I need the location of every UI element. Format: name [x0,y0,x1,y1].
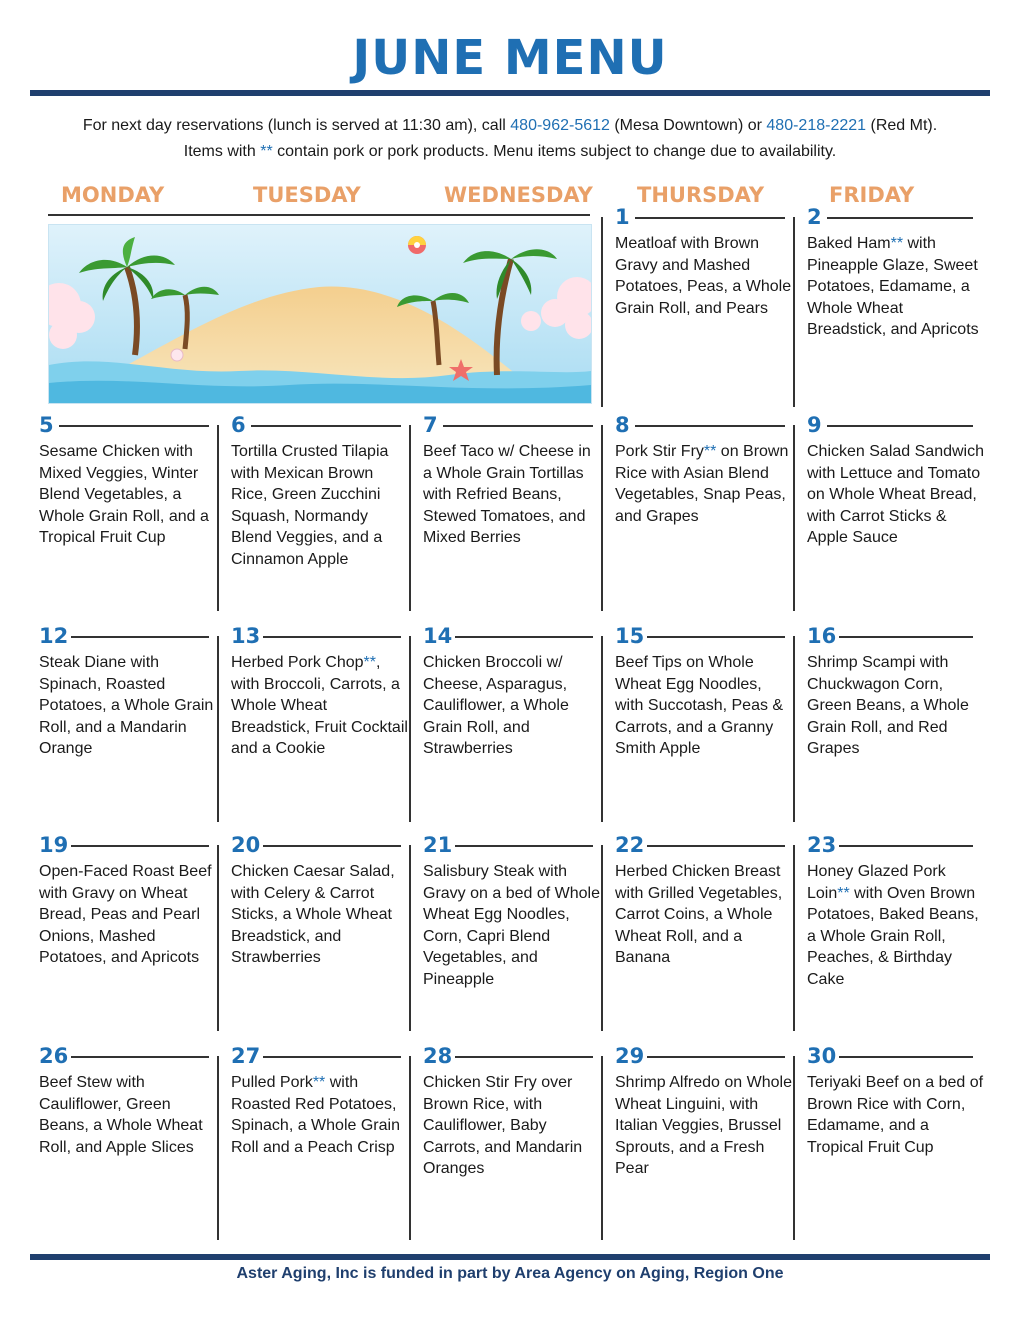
date-number: 13 [231,624,261,648]
date-number: 6 [231,413,246,437]
funding-footer: Aster Aging, Inc is funded in part by Area Agency on Aging, Region One [236,1265,784,1282]
cell-left-line [409,845,411,1031]
menu-item: Steak Diane with Spinach, Roasted Potatoes, a Whole Grain Roll, and a Mandarin Orange [39,654,214,758]
cell-top-line [635,217,785,219]
cell-top-line [455,845,593,847]
pork-marker: ** [260,143,273,160]
pork-marker: ** [837,884,850,902]
menu-item: Salisbury Steak with Gravy on a bed of Whole Wheat Egg Noodles, Corn, Capri Blend Vegetables, and Pineapple [423,863,600,988]
cell-left-line [217,1056,219,1240]
pork-notice [0,139,1020,165]
cell-top-line [71,636,209,638]
cell-left-line [217,636,219,822]
pork-marker: ** [312,1074,326,1091]
day-header-thursday: THURSDAY [637,183,765,207]
pork-marker: ** [703,443,717,460]
menu-item: Chicken Stir Fry over Brown Rice, with Cauliflower, Baby Carrots, and Mandarin Oranges [423,1074,583,1178]
menu-item: Shrimp Alfredo on Whole Wheat Linguini, with Italian Veggies, Brussel Sprouts, and a Fresh Pear [615,1074,792,1178]
cell-left-line [217,425,219,611]
day-header-friday: FRIDAY [829,183,915,207]
cell-top-line [443,425,593,427]
date-number: 8 [615,413,630,437]
menu-item: Pork Stir Fry** on Brown Rice with Asian Blend Vegetables, Snap Peas, and Grapes [615,443,789,525]
menu-item: Shrimp Scampi with Chuckwagon Corn, Green Beans, a Whole Grain Roll, and Red Grapes [807,654,969,758]
cell-top-line [455,1056,593,1058]
cell-top-line [263,845,401,847]
cell-top-line [839,1056,973,1058]
date-number: 29 [615,1044,645,1068]
menu-item: Beef Taco w/ Cheese in a Whole Grain Tortillas with Refried Beans, Stewed Tomatoes, and Mixed Berries [423,443,591,547]
reservation-info [0,113,1020,139]
menu-item: Beef Tips on Whole Wheat Egg Noodles, with Succotash, Peas & Carrots, and a Granny Smith Apple [615,654,784,758]
menu-item: Chicken Caesar Salad, with Celery & Carrot Sticks, a Whole Wheat Breadstick, and Strawberries [231,863,395,967]
beach-banner [48,224,592,404]
cell-left-line [217,845,219,1031]
menu-item: Chicken Broccoli w/ Cheese, Asparagus, Cauliflower, a Whole Grain Roll, and Strawberries [423,654,569,758]
date-number: 7 [423,413,438,437]
date-number: 16 [807,624,837,648]
day-header-wednesday: WEDNESDAY [444,183,593,207]
date-number: 19 [39,833,69,857]
menu-item: Open-Faced Roast Beef with Gravy on Wheat Bread, Peas and Pearl Onions, Mashed Potatoes, and Apricots [39,863,212,967]
menu-item: Teriyaki Beef on a bed of Brown Rice with Corn, Edamame, and a Tropical Fruit Cup [807,1074,984,1156]
cell-top-line [635,425,785,427]
notice-text-2: contain pork or pork products. Menu items subject to change due to availability. [272,143,837,160]
cell-top-line [71,1056,209,1058]
menu-item: Herbed Chicken Breast with Grilled Vegetables, Carrot Coins, a Whole Wheat Roll, and a Banana [615,863,783,967]
pork-marker: ** [890,235,904,252]
date-number: 9 [807,413,822,437]
menu-item: Baked Ham** with Pineapple Glaze, Sweet Potatoes, Edamame, a Whole Wheat Breadstick, and Apricots [807,235,979,339]
intro-text-3: (Red Mt). [866,117,938,134]
beach-illustration [49,225,591,403]
cell-left-line [793,845,795,1031]
cell-top-line [647,1056,785,1058]
cell-top-line [455,636,593,638]
menu-item: Tortilla Crusted Tilapia with Mexican Brown Rice, Green Zucchini Squash, Normandy Blend Veggies, and a Cinnamon Apple [231,443,389,568]
menu-item: Honey Glazed Pork Loin** with Oven Brown Potatoes, Baked Beans, a Whole Grain Roll, Peaches, & Birthday Cake [807,863,979,988]
date-number: 5 [39,413,54,437]
header-underline [48,214,590,216]
date-number: 15 [615,624,645,648]
date-number: 30 [807,1044,837,1068]
cell-left-line [601,217,603,407]
cell-left-line [793,425,795,611]
cell-left-line [409,636,411,822]
cell-top-line [59,425,209,427]
cell-top-line [251,425,401,427]
cell-top-line [647,845,785,847]
menu-item: Herbed Pork Chop**, with Broccoli, Carrots, a Whole Wheat Breadstick, Fruit Cocktail and a Cookie [231,654,408,758]
date-number: 26 [39,1044,69,1068]
bottom-rule [30,1254,990,1260]
cell-top-line [71,845,209,847]
cell-top-line [827,425,973,427]
day-header-tuesday: TUESDAY [253,183,361,207]
menu-item: Chicken Salad Sandwich with Lettuce and Tomato on Whole Wheat Bread, with Carrot Sticks & Apple Sauce [807,443,984,547]
cell-left-line [793,217,795,407]
cell-left-line [793,636,795,822]
phone-red-mt[interactable]: 480-218-2221 [766,117,867,134]
cell-top-line [839,845,973,847]
date-number: 23 [807,833,837,857]
date-number: 2 [807,205,822,229]
intro-text-1: For next day reservations (lunch is served at 11:30 am), call [82,117,511,134]
cell-top-line [827,217,973,219]
date-number: 1 [615,205,630,229]
cell-left-line [793,1056,795,1240]
cell-left-line [601,636,603,822]
date-number: 12 [39,624,69,648]
cell-left-line [601,425,603,611]
seashell-icon [171,349,183,361]
cell-left-line [601,845,603,1031]
phone-mesa-downtown[interactable]: 480-962-5612 [510,117,610,134]
cell-top-line [647,636,785,638]
menu-item: Meatloaf with Brown Gravy and Mashed Potatoes, Peas, a Whole Grain Roll, and Pears [615,235,792,317]
intro-text-2: (Mesa Downtown) or [609,117,767,134]
date-number: 22 [615,833,645,857]
date-number: 20 [231,833,261,857]
cell-left-line [409,1056,411,1240]
date-number: 27 [231,1044,261,1068]
cell-left-line [601,1056,603,1240]
date-number: 28 [423,1044,453,1068]
cell-top-line [263,1056,401,1058]
page-title: JUNE MENU [352,30,668,86]
cell-left-line [409,425,411,611]
menu-item: Pulled Pork** with Roasted Red Potatoes, Spinach, a Whole Grain Roll and a Peach Crisp [231,1074,400,1156]
menu-item: Sesame Chicken with Mixed Veggies, Winter Blend Vegetables, a Whole Grain Roll, and a Tropical Fruit Cup [39,443,209,547]
cell-top-line [263,636,401,638]
cell-top-line [839,636,973,638]
notice-text-1: Items with [183,143,261,160]
date-number: 21 [423,833,453,857]
top-rule [30,90,990,96]
menu-item: Beef Stew with Cauliflower, Green Beans, a Whole Wheat Roll, and Apple Slices [39,1074,203,1156]
day-header-monday: MONDAY [61,183,165,207]
pork-marker: ** [363,654,376,671]
date-number: 14 [423,624,453,648]
beach-ball-icon [408,236,426,254]
